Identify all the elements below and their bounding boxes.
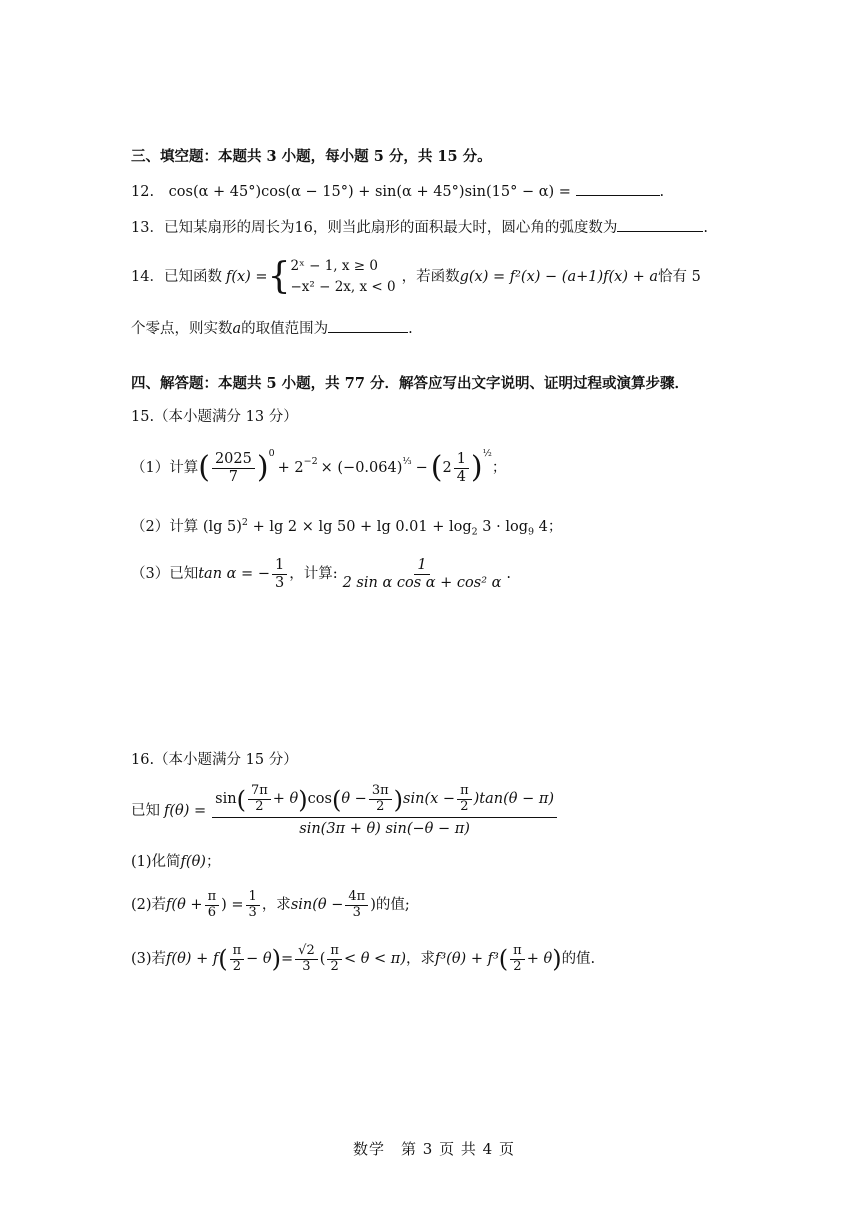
q12-expression: cos(α + 45°)cos(α − 15°) + sin(α + 45°)sin(15° − α) = bbox=[168, 184, 571, 200]
q15-p3-big-frac bbox=[340, 557, 505, 591]
q16-p3-paren1-close: ) bbox=[271, 945, 281, 973]
q16-part1 bbox=[131, 855, 220, 870]
section4-heading: 四、解答题：本题共 5 小题，共 77 分．解答应写出文字说明、证明过程或演算步骤． bbox=[131, 375, 689, 392]
q12-number: 12. bbox=[131, 184, 155, 200]
q15-p1-mid3: − bbox=[415, 459, 428, 476]
q15-p2-label: （2）计算 bbox=[131, 518, 199, 535]
q16-p3-tail: 的值. bbox=[561, 950, 596, 967]
q16-p3-d1: 2 bbox=[232, 958, 241, 974]
q16-p3-cond: < θ < π) bbox=[343, 950, 406, 967]
q14-answer-blank[interactable] bbox=[328, 319, 408, 333]
q16-num-sin: sin bbox=[215, 791, 237, 808]
q14-gx: g(x) = f²(x) − (a+1)f(x) + a bbox=[459, 268, 658, 285]
q16-num-b-frac bbox=[369, 784, 392, 815]
q16-p3-n2: √2 bbox=[295, 944, 318, 960]
q16-p2-d1: 6 bbox=[207, 904, 216, 920]
q16-p2-frac1 bbox=[205, 890, 220, 921]
q14-prefix: 14．已知函数 bbox=[131, 268, 222, 285]
q16-num-a-paren-open: ( bbox=[236, 785, 246, 814]
q16-p3-paren1-open: ( bbox=[218, 945, 228, 973]
q15-p2-expr-a: (lg 5) bbox=[202, 518, 242, 535]
q16-p3-head: (3)若 bbox=[131, 950, 167, 967]
q15-p3-frac-num: 1 bbox=[272, 557, 287, 575]
q15-p1-mixed-den: 4 bbox=[456, 468, 466, 485]
q16-p2-n2: 1 bbox=[246, 890, 260, 906]
q16-p3-f3: f³(θ) + f³ bbox=[434, 950, 499, 967]
q12-answer-blank[interactable] bbox=[576, 182, 660, 196]
q15-p1-frac-num: 2025 bbox=[212, 451, 255, 469]
q16-part3 bbox=[131, 936, 595, 982]
q15-p2-expr-d: 4 bbox=[538, 518, 548, 535]
q15-p1-frac-den: 7 bbox=[228, 468, 239, 485]
q16-num-b-head: θ − bbox=[341, 791, 367, 808]
q16-p2-d2: 3 bbox=[248, 904, 257, 920]
q15-part2 bbox=[131, 518, 562, 537]
q13-answer-blank[interactable] bbox=[617, 218, 703, 232]
q16-given: 已知 bbox=[131, 802, 160, 819]
q15-p1-mixed-frac bbox=[454, 451, 469, 485]
q16-num-c-d: 2 bbox=[460, 799, 469, 815]
q15-p3-frac bbox=[272, 557, 287, 591]
q14-brace: { bbox=[267, 256, 291, 297]
q16-p2-n1: π bbox=[205, 890, 220, 906]
q16-p2-d3: 3 bbox=[352, 904, 361, 920]
q16-p3-d4: 2 bbox=[513, 958, 522, 974]
q15-p1-paren2-open: ( bbox=[430, 450, 443, 485]
q16-p3-frac2 bbox=[295, 944, 318, 975]
q16-p3-d2: 3 bbox=[302, 958, 311, 974]
q14-case1: 2ˣ − 1, x ≥ 0 bbox=[290, 258, 378, 275]
q16-p3-frac3 bbox=[327, 944, 342, 975]
q16-p2-mid: ，求 bbox=[261, 896, 291, 913]
q16-num-a-paren-close: ) bbox=[298, 785, 308, 814]
q15-p1-end: ； bbox=[491, 459, 507, 476]
q16-num-c-tail: )tan(θ − π) bbox=[473, 791, 555, 808]
q16-p1-end: ； bbox=[205, 854, 221, 870]
question-13 bbox=[131, 218, 708, 236]
q16-p3-paren2-close: ) bbox=[552, 945, 562, 973]
q14-fx: f(x) = bbox=[225, 268, 268, 285]
q16-p3-d3: 2 bbox=[330, 958, 339, 974]
q15-p1-paren-open: ( bbox=[198, 450, 210, 485]
q15-p3-end: . bbox=[506, 565, 512, 582]
q16-p3-paren2-open: ( bbox=[498, 945, 509, 973]
q15-p2-exp: 2 bbox=[241, 517, 248, 528]
q16-p2-eq: ) = bbox=[221, 896, 244, 913]
q14-suffix: 恰有 5 bbox=[658, 268, 701, 285]
q14-var: a bbox=[232, 321, 242, 337]
q16-p3-a1: − θ bbox=[246, 950, 272, 967]
q16-p2-tail: )的值; bbox=[370, 896, 410, 913]
q16-numerator bbox=[212, 784, 557, 818]
q15-p1-paren-close: ) bbox=[256, 450, 269, 485]
q16-p1-f: f(θ) bbox=[180, 854, 206, 870]
q15-p3-tan: tan α = − bbox=[198, 565, 270, 582]
q16-p3-frac4 bbox=[510, 944, 525, 975]
q15-p2-expr-c: 3 · log bbox=[482, 518, 528, 535]
q16-num-a-frac bbox=[248, 784, 271, 815]
q14-mid: ，若函数 bbox=[401, 268, 460, 285]
q16-title: 16.（本小题满分 15 分） bbox=[131, 752, 298, 768]
q13-end: . bbox=[703, 220, 709, 236]
q15-p2-sub1: 2 bbox=[471, 526, 478, 538]
q14-end: . bbox=[408, 321, 413, 337]
q16-num-cos: cos bbox=[307, 791, 332, 808]
q16-p3-n1: π bbox=[230, 944, 245, 960]
q15-p1-exp0: 0 bbox=[268, 448, 275, 459]
q16-definition bbox=[131, 778, 559, 844]
q16-denominator: sin(3π + θ) sin(−θ − π) bbox=[299, 821, 470, 838]
q16-p3-f1: f(θ) + f bbox=[166, 950, 219, 967]
q16-p3-n3: π bbox=[327, 944, 342, 960]
q15-p2-end: ； bbox=[547, 518, 563, 535]
q16-p2-n3: 4π bbox=[345, 890, 368, 906]
q16-num-c-head: sin(x − bbox=[403, 791, 456, 808]
q16-p3-eq: = bbox=[281, 950, 294, 967]
q14-cases bbox=[290, 256, 395, 298]
q16-p1-label: (1)化简 bbox=[131, 854, 181, 870]
q15-part3 bbox=[131, 552, 511, 596]
q15-p1-label: （1）计算 bbox=[131, 459, 199, 476]
q15-p1-mid: + 2 bbox=[277, 459, 304, 476]
q16-p2-f: f(θ + bbox=[166, 896, 203, 913]
q15-p1-mixed-whole: 2 bbox=[442, 459, 452, 476]
q15-p1-exp1: −2 bbox=[303, 456, 318, 467]
q15-p1-mixed-num: 1 bbox=[454, 451, 469, 469]
q15-p3-big-den: 2 sin α cos α + cos² α bbox=[342, 574, 502, 591]
q16-part2 bbox=[131, 884, 410, 926]
q14-line2a: 个零点，则实数 bbox=[131, 321, 233, 337]
q15-title: 15.（本小题满分 13 分） bbox=[131, 409, 298, 425]
q16-p2-head: (2)若 bbox=[131, 896, 167, 913]
q16-num-b-d: 2 bbox=[376, 799, 385, 815]
q15-p3-big-num: 1 bbox=[414, 557, 429, 575]
q16-num-a-d: 2 bbox=[255, 799, 264, 815]
page-footer: 数学 第 3 页 共 4 页 bbox=[353, 1140, 515, 1158]
q15-p1-frac bbox=[212, 451, 255, 485]
q15-p3-label: （3）已知 bbox=[131, 565, 199, 582]
q15-p1-exp3: ½ bbox=[482, 448, 492, 459]
q14-line2 bbox=[131, 319, 413, 337]
question-12 bbox=[131, 182, 664, 200]
q16-main-frac bbox=[212, 784, 557, 838]
q15-p2-sub2: 9 bbox=[528, 526, 535, 538]
q16-num-a-n: 7π bbox=[248, 784, 271, 800]
q16-num-b-n: 3π bbox=[369, 784, 392, 800]
q14-line2b: 的取值范围为 bbox=[241, 321, 329, 337]
section3-heading: 三、填空题：本题共 3 小题，每小题 5 分，共 15 分。 bbox=[131, 148, 492, 165]
q15-p1-mid2: × (−0.064) bbox=[320, 459, 403, 476]
q16-p2-frac2 bbox=[246, 890, 260, 921]
q15-p2-expr-b: + lg 2 × lg 50 + lg 0.01 + log bbox=[252, 518, 472, 535]
q16-f-lhs: f(θ) = bbox=[164, 802, 207, 819]
q16-p3-a4: + θ bbox=[526, 950, 553, 967]
q16-num-c-n: π bbox=[457, 784, 472, 800]
q16-p2-frac3 bbox=[345, 890, 368, 921]
q16-p3-frac1 bbox=[230, 944, 245, 975]
question-14 bbox=[131, 254, 701, 300]
q16-num-b-paren-close: ) bbox=[393, 785, 404, 814]
q16-p2-sin: sin(θ − bbox=[290, 896, 344, 913]
q15-p3-frac-den: 3 bbox=[274, 574, 285, 591]
q16-num-a-tail: + θ bbox=[272, 791, 299, 808]
q16-p3-mid: ，求 bbox=[405, 950, 435, 967]
q16-p3-n4: π bbox=[510, 944, 525, 960]
q15-p1-exp2: ⅓ bbox=[402, 456, 412, 467]
q15-part1 bbox=[131, 445, 506, 491]
q16-num-b-paren-open: ( bbox=[331, 785, 342, 814]
q12-end: . bbox=[659, 184, 665, 200]
q15-p3-mid: ，计算: bbox=[289, 565, 338, 582]
q13-text: 13．已知某扇形的周长为16，则当此扇形的面积最大时，圆心角的弧度数为 bbox=[131, 220, 618, 236]
q16-num-c-frac bbox=[457, 784, 472, 815]
q16-p3-cond-open: ( bbox=[319, 950, 326, 967]
q14-case2: −x² − 2x, x < 0 bbox=[290, 279, 396, 295]
q15-p1-paren2-close: ) bbox=[470, 450, 483, 485]
